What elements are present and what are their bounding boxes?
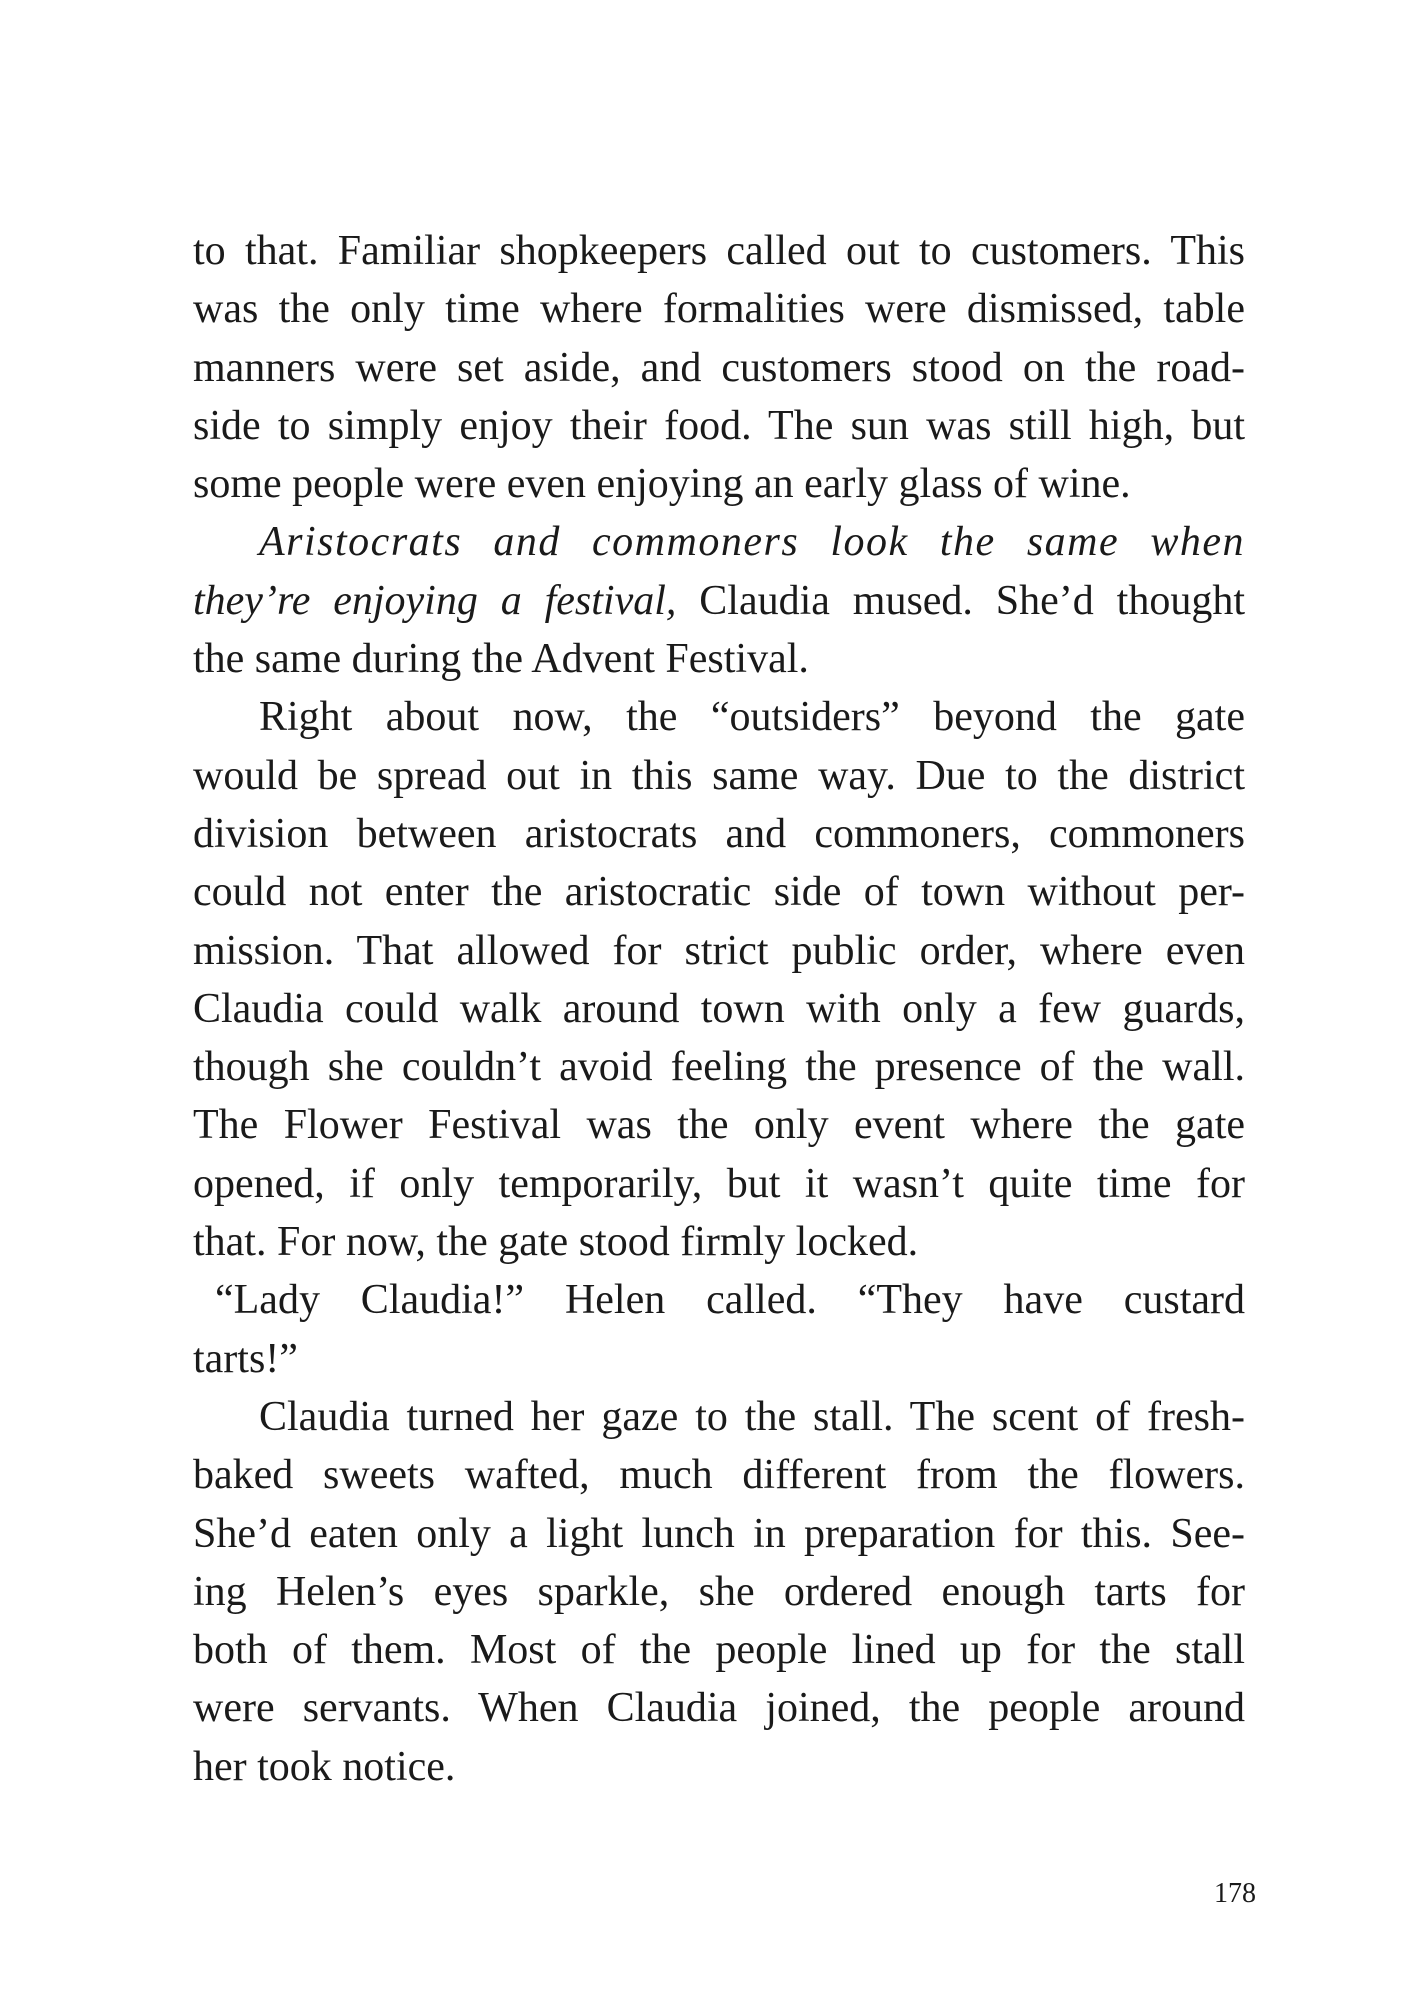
text-line: to that. Familiar shopkeepers called out to customers. This bbox=[193, 228, 1245, 274]
text-line: could not enter the aristocratic side of town without per- bbox=[193, 869, 1245, 916]
text-line: She’d eaten only a light lunch in preparation for this. See- bbox=[193, 1510, 1245, 1557]
text-line: mission. That allowed for strict public order, where even bbox=[193, 927, 1245, 974]
text-line: side to simply enjoy their food. The sun was still high, but bbox=[193, 402, 1245, 449]
text-line: opened, if only temporarily, but it wasn’t quite time for bbox=[193, 1160, 1245, 1207]
text-line: though she couldn’t avoid feeling the presence of the wall. bbox=[193, 1044, 1245, 1091]
text-line: both of them. Most of the people lined up for the stall bbox=[193, 1627, 1245, 1674]
text-line: ing Helen’s eyes sparkle, she ordered enough tarts for bbox=[193, 1568, 1245, 1615]
text-line: The Flower Festival was the only event where the gate bbox=[193, 1102, 1245, 1149]
text-line: some people were even enjoying an early glass of wine. bbox=[193, 461, 1131, 508]
italic-thought-fragment: they’re enjoying a festival, bbox=[193, 577, 677, 624]
text-line: division between aristocrats and commoners, commoners bbox=[193, 810, 1245, 857]
paragraph-start-line: Claudia turned her gaze to the stall. The scent of fresh- bbox=[259, 1393, 1245, 1440]
text-line: that. For now, the gate stood firmly locked. bbox=[193, 1219, 919, 1266]
italic-thought-line: Aristocrats and commoners look the same when bbox=[259, 519, 1245, 566]
text-line: tarts!” bbox=[193, 1335, 298, 1382]
text-line: baked sweets wafted, much different from the flowers. bbox=[193, 1452, 1245, 1499]
page-number: 178 bbox=[1214, 1878, 1256, 1909]
text-line: was the only time where formalities were dismissed, table bbox=[193, 286, 1245, 333]
text-line: her took notice. bbox=[193, 1743, 456, 1790]
text-line: were servants. When Claudia joined, the people around bbox=[193, 1685, 1245, 1732]
text-line: would be spread out in this same way. Due to the district bbox=[193, 752, 1245, 799]
paragraph-start-line: Right about now, the “outsiders” beyond the gate bbox=[259, 694, 1245, 741]
text-fragment: Claudia mused. She’d thought bbox=[676, 577, 1245, 624]
text-line: manners were set aside, and customers stood on the road- bbox=[193, 344, 1245, 391]
dialogue-line: “Lady Claudia!” Helen called. “They have custard bbox=[215, 1277, 1245, 1324]
body-text bbox=[193, 222, 1245, 1796]
text-line: the same during the Advent Festival. bbox=[193, 636, 809, 683]
text-line: Claudia could walk around town with only a few guards, bbox=[193, 985, 1245, 1032]
text-line bbox=[193, 572, 1245, 630]
